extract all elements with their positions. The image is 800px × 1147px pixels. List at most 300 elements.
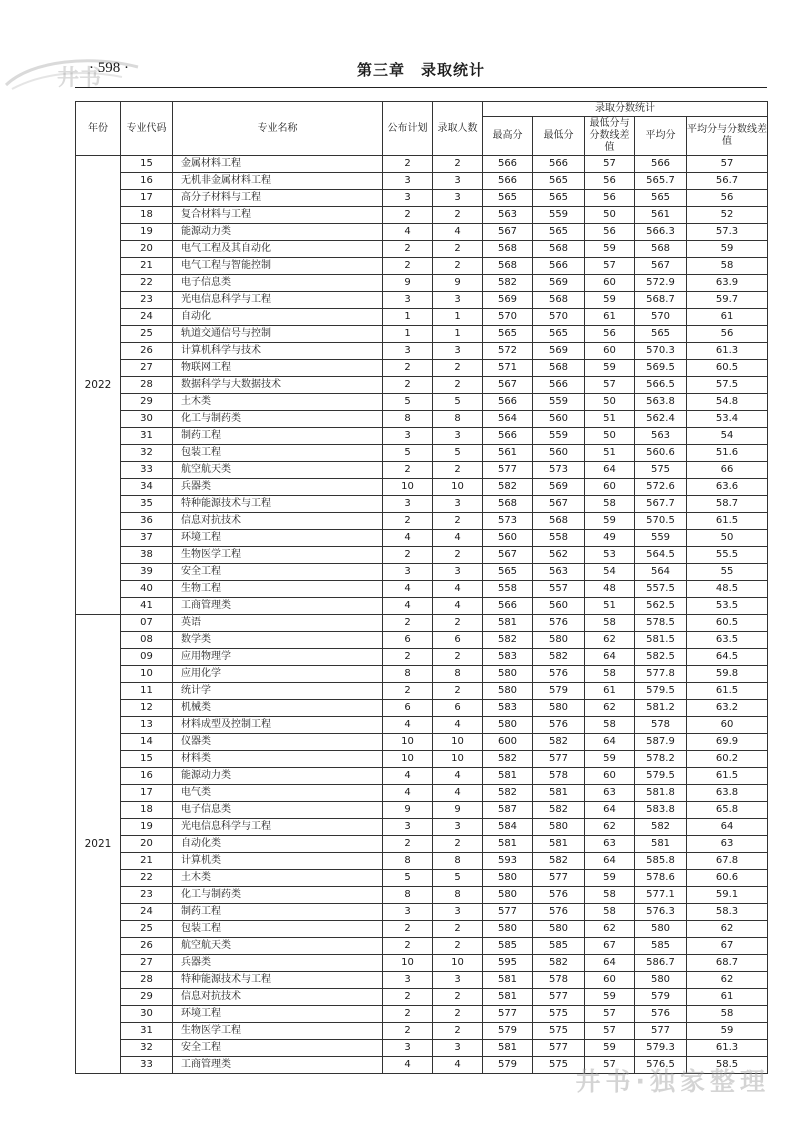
min-diff-cell: 64 — [585, 462, 635, 479]
admitted-cell: 10 — [433, 479, 483, 496]
min-score-cell: 560 — [533, 445, 585, 462]
min-diff-cell: 57 — [585, 1006, 635, 1023]
table-row — [76, 173, 768, 190]
major-name-cell: 能源动力类 — [173, 224, 383, 241]
max-score-cell: 571 — [483, 360, 533, 377]
admitted-cell: 3 — [433, 564, 483, 581]
table-row — [76, 887, 768, 904]
avg-score-cell: 577.1 — [635, 887, 687, 904]
admitted-cell: 10 — [433, 751, 483, 768]
max-score-cell: 565 — [483, 326, 533, 343]
avg-score-cell: 568 — [635, 241, 687, 258]
min-diff-cell: 61 — [585, 683, 635, 700]
avg-diff-cell: 53.5 — [687, 598, 768, 615]
major-code-cell: 15 — [121, 751, 173, 768]
min-diff-cell: 56 — [585, 224, 635, 241]
avg-score-cell: 576 — [635, 1006, 687, 1023]
avg-diff-cell: 57 — [687, 156, 768, 173]
major-name-cell: 信息对抗技术 — [173, 989, 383, 1006]
admitted-cell: 2 — [433, 377, 483, 394]
header-avg-diff: 平均分与分数线差值 — [687, 117, 768, 156]
admitted-cell: 8 — [433, 853, 483, 870]
major-name-cell: 计算机类 — [173, 853, 383, 870]
min-score-cell: 578 — [533, 972, 585, 989]
plan-cell: 2 — [383, 938, 433, 955]
min-diff-cell: 67 — [585, 938, 635, 955]
avg-diff-cell: 54 — [687, 428, 768, 445]
admitted-cell: 4 — [433, 581, 483, 598]
plan-cell: 2 — [383, 513, 433, 530]
min-diff-cell: 62 — [585, 819, 635, 836]
major-name-cell: 包装工程 — [173, 921, 383, 938]
admitted-cell: 2 — [433, 649, 483, 666]
plan-cell: 2 — [383, 241, 433, 258]
avg-score-cell: 577 — [635, 1023, 687, 1040]
avg-diff-cell: 55.5 — [687, 547, 768, 564]
admitted-cell: 2 — [433, 241, 483, 258]
table-row — [76, 326, 768, 343]
header-code: 专业代码 — [121, 102, 173, 156]
min-score-cell: 577 — [533, 870, 585, 887]
min-score-cell: 577 — [533, 1040, 585, 1057]
avg-score-cell: 566 — [635, 156, 687, 173]
major-name-cell: 计算机科学与技术 — [173, 343, 383, 360]
plan-cell: 10 — [383, 734, 433, 751]
min-diff-cell: 60 — [585, 768, 635, 785]
major-code-cell: 37 — [121, 530, 173, 547]
table-row — [76, 751, 768, 768]
min-diff-cell: 64 — [585, 853, 635, 870]
max-score-cell: 567 — [483, 224, 533, 241]
min-score-cell: 582 — [533, 955, 585, 972]
major-code-cell: 11 — [121, 683, 173, 700]
min-diff-cell: 53 — [585, 547, 635, 564]
major-code-cell: 08 — [121, 632, 173, 649]
max-score-cell: 600 — [483, 734, 533, 751]
admitted-cell: 5 — [433, 394, 483, 411]
avg-score-cell: 563 — [635, 428, 687, 445]
plan-cell: 2 — [383, 836, 433, 853]
min-diff-cell: 64 — [585, 802, 635, 819]
min-score-cell: 566 — [533, 156, 585, 173]
avg-diff-cell: 63 — [687, 836, 768, 853]
avg-score-cell: 575 — [635, 462, 687, 479]
avg-diff-cell: 59 — [687, 241, 768, 258]
plan-cell: 10 — [383, 955, 433, 972]
avg-score-cell: 578.6 — [635, 870, 687, 887]
avg-score-cell: 564.5 — [635, 547, 687, 564]
min-score-cell: 566 — [533, 258, 585, 275]
table-row — [76, 292, 768, 309]
major-name-cell: 制药工程 — [173, 904, 383, 921]
min-diff-cell: 51 — [585, 598, 635, 615]
max-score-cell: 565 — [483, 564, 533, 581]
admitted-cell: 3 — [433, 1040, 483, 1057]
table-row — [76, 394, 768, 411]
plan-cell: 3 — [383, 292, 433, 309]
min-diff-cell: 51 — [585, 411, 635, 428]
avg-score-cell: 579.5 — [635, 683, 687, 700]
plan-cell: 9 — [383, 275, 433, 292]
admission-score-table — [75, 101, 768, 1074]
admitted-cell: 4 — [433, 768, 483, 785]
min-diff-cell: 56 — [585, 173, 635, 190]
major-code-cell: 24 — [121, 904, 173, 921]
table-row — [76, 632, 768, 649]
min-score-cell: 565 — [533, 326, 585, 343]
avg-diff-cell: 56 — [687, 326, 768, 343]
admitted-cell: 8 — [433, 666, 483, 683]
admitted-cell: 10 — [433, 955, 483, 972]
max-score-cell: 581 — [483, 768, 533, 785]
min-score-cell: 576 — [533, 615, 585, 632]
plan-cell: 3 — [383, 343, 433, 360]
major-name-cell: 数学类 — [173, 632, 383, 649]
avg-diff-cell: 64.5 — [687, 649, 768, 666]
max-score-cell: 580 — [483, 717, 533, 734]
max-score-cell: 569 — [483, 292, 533, 309]
min-diff-cell: 58 — [585, 904, 635, 921]
avg-diff-cell: 66 — [687, 462, 768, 479]
min-score-cell: 569 — [533, 479, 585, 496]
max-score-cell: 583 — [483, 700, 533, 717]
min-score-cell: 566 — [533, 377, 585, 394]
avg-diff-cell: 58 — [687, 258, 768, 275]
min-score-cell: 569 — [533, 343, 585, 360]
min-diff-cell: 62 — [585, 700, 635, 717]
plan-cell: 2 — [383, 1023, 433, 1040]
avg-score-cell: 579.5 — [635, 768, 687, 785]
major-name-cell: 特种能源技术与工程 — [173, 496, 383, 513]
avg-diff-cell: 62 — [687, 972, 768, 989]
avg-diff-cell: 69.9 — [687, 734, 768, 751]
major-name-cell: 复合材料与工程 — [173, 207, 383, 224]
admitted-cell: 5 — [433, 445, 483, 462]
avg-diff-cell: 63.6 — [687, 479, 768, 496]
plan-cell: 1 — [383, 309, 433, 326]
max-score-cell: 566 — [483, 394, 533, 411]
table-row — [76, 224, 768, 241]
min-score-cell: 559 — [533, 394, 585, 411]
admitted-cell: 2 — [433, 615, 483, 632]
admitted-cell: 4 — [433, 785, 483, 802]
plan-cell: 2 — [383, 683, 433, 700]
max-score-cell: 561 — [483, 445, 533, 462]
plan-cell: 9 — [383, 802, 433, 819]
avg-score-cell: 586.7 — [635, 955, 687, 972]
major-name-cell: 兵器类 — [173, 479, 383, 496]
max-score-cell: 585 — [483, 938, 533, 955]
max-score-cell: 566 — [483, 156, 533, 173]
min-score-cell: 563 — [533, 564, 585, 581]
max-score-cell: 568 — [483, 496, 533, 513]
avg-score-cell: 580 — [635, 972, 687, 989]
avg-score-cell: 566.5 — [635, 377, 687, 394]
major-code-cell: 20 — [121, 836, 173, 853]
avg-score-cell: 572.6 — [635, 479, 687, 496]
min-diff-cell: 54 — [585, 564, 635, 581]
table-row — [76, 972, 768, 989]
avg-diff-cell: 68.7 — [687, 955, 768, 972]
avg-diff-cell: 61.3 — [687, 1040, 768, 1057]
major-name-cell: 航空航天类 — [173, 462, 383, 479]
max-score-cell: 581 — [483, 836, 533, 853]
table-row — [76, 615, 768, 632]
major-name-cell: 电气类 — [173, 785, 383, 802]
major-code-cell: 29 — [121, 989, 173, 1006]
major-name-cell: 生物医学工程 — [173, 1023, 383, 1040]
min-score-cell: 580 — [533, 819, 585, 836]
avg-score-cell: 576.3 — [635, 904, 687, 921]
admitted-cell: 3 — [433, 428, 483, 445]
admitted-cell: 2 — [433, 547, 483, 564]
avg-diff-cell: 59.1 — [687, 887, 768, 904]
plan-cell: 4 — [383, 785, 433, 802]
max-score-cell: 581 — [483, 972, 533, 989]
min-diff-cell: 63 — [585, 836, 635, 853]
table-row — [76, 564, 768, 581]
avg-score-cell: 580 — [635, 921, 687, 938]
min-diff-cell: 57 — [585, 156, 635, 173]
avg-diff-cell: 52 — [687, 207, 768, 224]
plan-cell: 4 — [383, 530, 433, 547]
avg-diff-cell: 63.8 — [687, 785, 768, 802]
major-code-cell: 12 — [121, 700, 173, 717]
header-min-diff: 最低分与分数线差值 — [585, 117, 635, 156]
max-score-cell: 567 — [483, 377, 533, 394]
min-diff-cell: 60 — [585, 275, 635, 292]
table-row — [76, 785, 768, 802]
avg-score-cell: 565 — [635, 326, 687, 343]
major-code-cell: 20 — [121, 241, 173, 258]
major-code-cell: 17 — [121, 785, 173, 802]
avg-score-cell: 565.7 — [635, 173, 687, 190]
plan-cell: 8 — [383, 666, 433, 683]
table-row — [76, 428, 768, 445]
plan-cell: 2 — [383, 989, 433, 1006]
avg-score-cell: 582.5 — [635, 649, 687, 666]
max-score-cell: 582 — [483, 632, 533, 649]
min-diff-cell: 58 — [585, 887, 635, 904]
major-name-cell: 化工与制药类 — [173, 887, 383, 904]
avg-diff-cell: 54.8 — [687, 394, 768, 411]
plan-cell: 3 — [383, 190, 433, 207]
admitted-cell: 3 — [433, 190, 483, 207]
avg-score-cell: 561 — [635, 207, 687, 224]
major-code-cell: 21 — [121, 853, 173, 870]
min-diff-cell: 58 — [585, 496, 635, 513]
max-score-cell: 560 — [483, 530, 533, 547]
admitted-cell: 6 — [433, 700, 483, 717]
plan-cell: 2 — [383, 462, 433, 479]
avg-diff-cell: 60 — [687, 717, 768, 734]
min-score-cell: 567 — [533, 496, 585, 513]
min-diff-cell: 60 — [585, 343, 635, 360]
max-score-cell: 580 — [483, 921, 533, 938]
plan-cell: 4 — [383, 598, 433, 615]
min-diff-cell: 59 — [585, 1040, 635, 1057]
table-row — [76, 479, 768, 496]
table-row — [76, 955, 768, 972]
min-score-cell: 565 — [533, 173, 585, 190]
min-score-cell: 568 — [533, 360, 585, 377]
avg-score-cell: 587.9 — [635, 734, 687, 751]
min-score-cell: 578 — [533, 768, 585, 785]
min-score-cell: 560 — [533, 411, 585, 428]
admitted-cell: 8 — [433, 887, 483, 904]
major-name-cell: 工商管理类 — [173, 1057, 383, 1074]
avg-diff-cell: 63.5 — [687, 632, 768, 649]
plan-cell: 8 — [383, 887, 433, 904]
max-score-cell: 579 — [483, 1023, 533, 1040]
min-diff-cell: 56 — [585, 190, 635, 207]
plan-cell: 3 — [383, 564, 433, 581]
min-diff-cell: 49 — [585, 530, 635, 547]
plan-cell: 3 — [383, 904, 433, 921]
year-cell: 2022 — [76, 156, 121, 615]
table-row — [76, 768, 768, 785]
major-code-cell: 40 — [121, 581, 173, 598]
min-score-cell: 576 — [533, 887, 585, 904]
admitted-cell: 4 — [433, 224, 483, 241]
major-code-cell: 18 — [121, 207, 173, 224]
table-row — [76, 513, 768, 530]
major-code-cell: 28 — [121, 377, 173, 394]
min-score-cell: 580 — [533, 632, 585, 649]
table-row — [76, 700, 768, 717]
table-row — [76, 666, 768, 683]
avg-diff-cell: 67.8 — [687, 853, 768, 870]
min-diff-cell: 64 — [585, 955, 635, 972]
min-diff-cell: 61 — [585, 309, 635, 326]
avg-diff-cell: 57.5 — [687, 377, 768, 394]
major-name-cell: 信息对抗技术 — [173, 513, 383, 530]
max-score-cell: 583 — [483, 649, 533, 666]
major-name-cell: 应用化学 — [173, 666, 383, 683]
min-score-cell: 570 — [533, 309, 585, 326]
major-name-cell: 统计学 — [173, 683, 383, 700]
table-row — [76, 445, 768, 462]
min-diff-cell: 62 — [585, 921, 635, 938]
min-score-cell: 576 — [533, 904, 585, 921]
header-major-name: 专业名称 — [173, 102, 383, 156]
major-code-cell: 23 — [121, 292, 173, 309]
table-row — [76, 649, 768, 666]
major-name-cell: 兵器类 — [173, 955, 383, 972]
plan-cell: 3 — [383, 819, 433, 836]
avg-diff-cell: 53.4 — [687, 411, 768, 428]
max-score-cell: 581 — [483, 989, 533, 1006]
header-min-score: 最低分 — [533, 117, 585, 156]
plan-cell: 3 — [383, 173, 433, 190]
major-code-cell: 34 — [121, 479, 173, 496]
max-score-cell: 567 — [483, 547, 533, 564]
min-score-cell: 559 — [533, 207, 585, 224]
major-code-cell: 16 — [121, 768, 173, 785]
table-row — [76, 343, 768, 360]
major-name-cell: 安全工程 — [173, 1040, 383, 1057]
avg-diff-cell: 60.6 — [687, 870, 768, 887]
major-name-cell: 电气工程与智能控制 — [173, 258, 383, 275]
plan-cell: 8 — [383, 411, 433, 428]
min-score-cell: 565 — [533, 190, 585, 207]
major-name-cell: 安全工程 — [173, 564, 383, 581]
plan-cell: 3 — [383, 428, 433, 445]
min-score-cell: 580 — [533, 700, 585, 717]
max-score-cell: 581 — [483, 615, 533, 632]
table-row — [76, 309, 768, 326]
admitted-cell: 3 — [433, 496, 483, 513]
admitted-cell: 2 — [433, 1023, 483, 1040]
min-diff-cell: 64 — [585, 734, 635, 751]
admitted-cell: 2 — [433, 1006, 483, 1023]
avg-diff-cell: 58.5 — [687, 1057, 768, 1074]
max-score-cell: 593 — [483, 853, 533, 870]
max-score-cell: 573 — [483, 513, 533, 530]
max-score-cell: 570 — [483, 309, 533, 326]
max-score-cell: 566 — [483, 173, 533, 190]
table-row — [76, 411, 768, 428]
admitted-cell: 6 — [433, 632, 483, 649]
min-diff-cell: 59 — [585, 989, 635, 1006]
chapter-title: 第三章 录取统计 — [356, 61, 485, 79]
avg-diff-cell: 58.7 — [687, 496, 768, 513]
table-row — [76, 853, 768, 870]
avg-score-cell: 569.5 — [635, 360, 687, 377]
major-name-cell: 数据科学与大数据技术 — [173, 377, 383, 394]
min-score-cell: 568 — [533, 241, 585, 258]
major-name-cell: 土木类 — [173, 394, 383, 411]
major-name-cell: 电子信息类 — [173, 802, 383, 819]
major-code-cell: 36 — [121, 513, 173, 530]
admitted-cell: 4 — [433, 530, 483, 547]
min-score-cell: 559 — [533, 428, 585, 445]
avg-diff-cell: 59.7 — [687, 292, 768, 309]
major-name-cell: 制药工程 — [173, 428, 383, 445]
max-score-cell: 572 — [483, 343, 533, 360]
avg-score-cell: 570.5 — [635, 513, 687, 530]
min-score-cell: 575 — [533, 1023, 585, 1040]
major-name-cell: 生物医学工程 — [173, 547, 383, 564]
min-diff-cell: 50 — [585, 428, 635, 445]
min-diff-cell: 59 — [585, 513, 635, 530]
min-diff-cell: 51 — [585, 445, 635, 462]
avg-diff-cell: 67 — [687, 938, 768, 955]
min-score-cell: 560 — [533, 598, 585, 615]
min-diff-cell: 57 — [585, 1057, 635, 1074]
avg-score-cell: 579.3 — [635, 1040, 687, 1057]
plan-cell: 2 — [383, 207, 433, 224]
major-name-cell: 金属材料工程 — [173, 156, 383, 173]
table-row — [76, 717, 768, 734]
plan-cell: 2 — [383, 1006, 433, 1023]
major-code-cell: 33 — [121, 1057, 173, 1074]
min-score-cell: 557 — [533, 581, 585, 598]
avg-score-cell: 581.5 — [635, 632, 687, 649]
max-score-cell: 577 — [483, 1006, 533, 1023]
avg-score-cell: 572.9 — [635, 275, 687, 292]
min-score-cell: 581 — [533, 785, 585, 802]
avg-score-cell: 557.5 — [635, 581, 687, 598]
max-score-cell: 566 — [483, 598, 533, 615]
avg-score-cell: 582 — [635, 819, 687, 836]
avg-score-cell: 559 — [635, 530, 687, 547]
max-score-cell: 577 — [483, 462, 533, 479]
major-name-cell: 环境工程 — [173, 1006, 383, 1023]
plan-cell: 6 — [383, 700, 433, 717]
admitted-cell: 3 — [433, 173, 483, 190]
major-code-cell: 15 — [121, 156, 173, 173]
